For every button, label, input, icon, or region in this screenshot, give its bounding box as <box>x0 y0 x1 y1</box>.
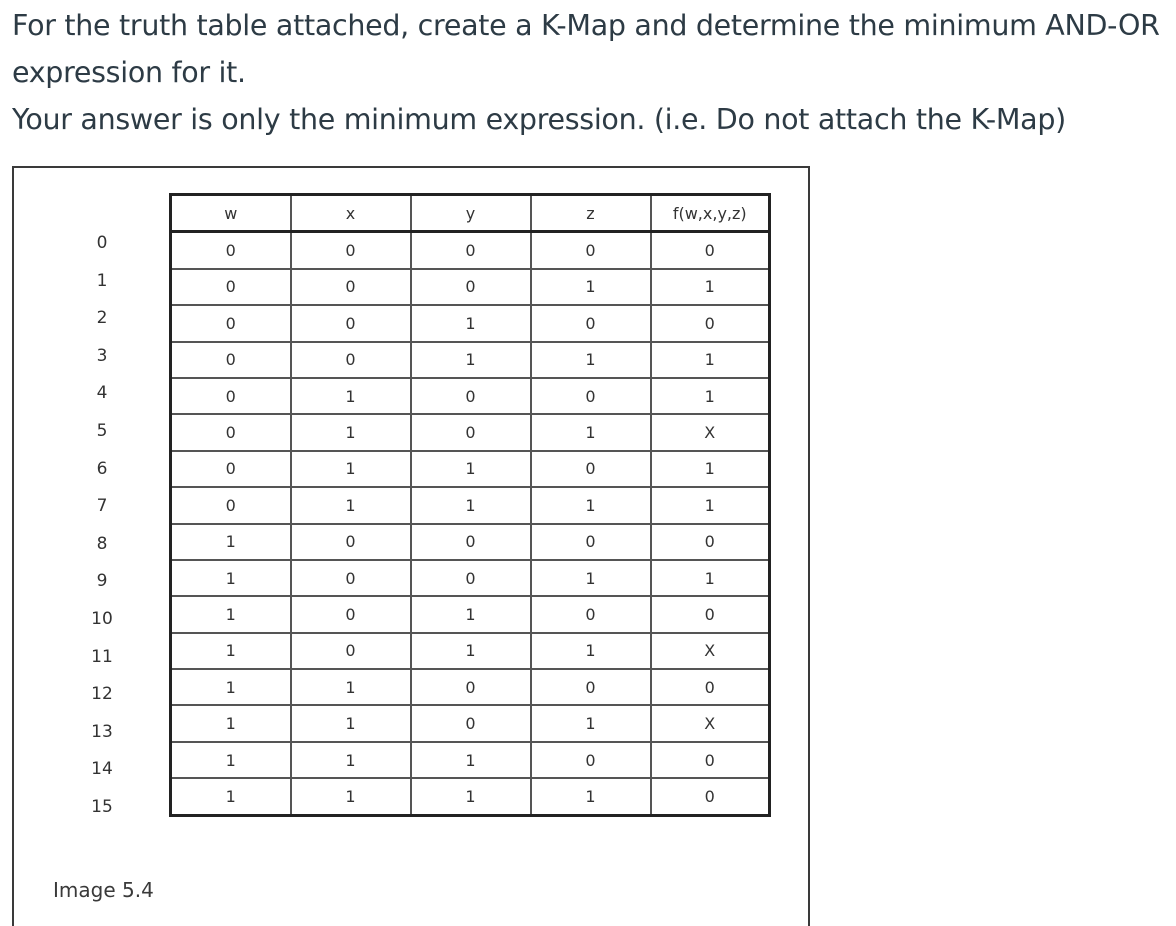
table-cell: 1 <box>291 487 411 523</box>
table-cell: 0 <box>171 487 291 523</box>
table-cell: 1 <box>531 269 651 305</box>
table-cell: 0 <box>411 269 531 305</box>
header-f: f(w,x,y,z) <box>651 195 770 232</box>
row-index-label: 11 <box>91 646 113 667</box>
table-row <box>171 669 770 705</box>
table-row <box>171 596 770 632</box>
table-cell: 0 <box>411 232 531 269</box>
row-index-label: 14 <box>91 759 113 780</box>
table-cell: 0 <box>531 378 651 414</box>
table-cell: 1 <box>171 560 291 596</box>
table-cell: 1 <box>291 669 411 705</box>
table-cell: 0 <box>651 742 770 778</box>
table-cell: 0 <box>651 232 770 269</box>
table-cell: 1 <box>411 742 531 778</box>
table-cell: 1 <box>171 633 291 669</box>
figure-caption: Image 5.4 <box>53 878 154 902</box>
row-index-label: 6 <box>96 458 108 479</box>
table-cell: 1 <box>291 705 411 741</box>
table-cell: 0 <box>291 232 411 269</box>
table-header-row <box>171 195 770 232</box>
table-cell: 0 <box>171 342 291 378</box>
table-cell: 1 <box>171 524 291 560</box>
table-cell: 1 <box>171 742 291 778</box>
table-cell: 1 <box>291 778 411 815</box>
table-cell: 0 <box>291 269 411 305</box>
table-cell: 0 <box>411 669 531 705</box>
table-cell: 0 <box>171 232 291 269</box>
row-index-label: 1 <box>96 270 108 291</box>
row-index-label: 5 <box>96 421 108 441</box>
row-index-label: 0 <box>96 233 108 253</box>
table-row <box>171 705 770 741</box>
row-index-label: 15 <box>91 797 113 817</box>
table-cell: 1 <box>651 378 770 414</box>
table-cell: 0 <box>291 524 411 560</box>
table-cell: 1 <box>531 342 651 378</box>
table-cell: 1 <box>651 451 770 487</box>
table-cell: X <box>651 705 770 741</box>
table-cell: 1 <box>531 414 651 450</box>
table-row <box>171 305 770 341</box>
row-index-label: 8 <box>96 533 108 554</box>
table-cell: 1 <box>291 378 411 414</box>
table-row <box>171 414 770 450</box>
table-cell: 1 <box>291 451 411 487</box>
table-cell: 0 <box>411 414 531 450</box>
question-line-2: expression for it. <box>12 56 246 89</box>
table-cell: 0 <box>291 596 411 632</box>
table-cell: 1 <box>411 633 531 669</box>
table-cell: 0 <box>291 560 411 596</box>
table-cell: X <box>651 633 770 669</box>
header-w: w <box>171 195 291 232</box>
table-cell: 1 <box>411 778 531 815</box>
table-row <box>171 232 770 269</box>
table-cell: 1 <box>291 742 411 778</box>
table-cell: 0 <box>291 342 411 378</box>
table-cell: 0 <box>531 232 651 269</box>
row-index-label: 7 <box>96 496 108 517</box>
table-row <box>171 378 770 414</box>
table-cell: 0 <box>531 305 651 341</box>
table-cell: 0 <box>171 269 291 305</box>
table-cell: 0 <box>651 669 770 705</box>
table-cell: 0 <box>291 633 411 669</box>
table-cell: 0 <box>651 778 770 815</box>
table-cell: 1 <box>651 487 770 523</box>
header-y: y <box>411 195 531 232</box>
table-cell: 0 <box>411 524 531 560</box>
question-line-3: Your answer is only the minimum expression. (i.e. Do not attach the K-Map) <box>12 103 1066 136</box>
table-cell: 1 <box>291 414 411 450</box>
truth-table <box>169 193 771 817</box>
table-cell: 1 <box>171 669 291 705</box>
table-cell: 1 <box>171 705 291 741</box>
table-row <box>171 487 770 523</box>
table-row <box>171 451 770 487</box>
row-index-label: 4 <box>96 383 108 404</box>
table-cell: 0 <box>171 378 291 414</box>
table-cell: 0 <box>531 742 651 778</box>
table-cell: 1 <box>651 342 770 378</box>
table-row <box>171 269 770 305</box>
table-cell: 0 <box>531 596 651 632</box>
table-cell: 1 <box>531 487 651 523</box>
table-cell: 1 <box>531 560 651 596</box>
table-row <box>171 560 770 596</box>
row-index-label: 10 <box>91 609 113 629</box>
table-cell: 1 <box>531 705 651 741</box>
table-cell: 0 <box>651 524 770 560</box>
question-line-1: For the truth table attached, create a K-Map and determine the minimum AND-OR <box>12 9 1160 42</box>
table-row <box>171 778 770 815</box>
table-row <box>171 633 770 669</box>
row-index-label: 12 <box>91 684 113 705</box>
row-index-label: 2 <box>96 308 108 329</box>
table-cell: 0 <box>291 305 411 341</box>
table-row <box>171 524 770 560</box>
table-cell: 1 <box>171 596 291 632</box>
table-cell: 0 <box>651 596 770 632</box>
table-cell: 0 <box>171 305 291 341</box>
table-cell: 1 <box>411 596 531 632</box>
table-row <box>171 742 770 778</box>
table-cell: 0 <box>651 305 770 341</box>
row-index-label: 9 <box>96 571 108 592</box>
table-row <box>171 342 770 378</box>
table-cell: 1 <box>531 633 651 669</box>
table-cell: 0 <box>531 669 651 705</box>
row-index-label: 3 <box>96 345 108 366</box>
row-index-label: 13 <box>91 721 113 742</box>
table-cell: 1 <box>411 451 531 487</box>
table-cell: 0 <box>411 705 531 741</box>
table-cell: 1 <box>651 269 770 305</box>
table-cell: 0 <box>171 414 291 450</box>
table-cell: 1 <box>171 778 291 815</box>
table-cell: 1 <box>411 487 531 523</box>
table-cell: 0 <box>531 451 651 487</box>
table-cell: 1 <box>411 342 531 378</box>
table-cell: 1 <box>411 305 531 341</box>
table-cell: 1 <box>531 778 651 815</box>
table-cell: 0 <box>411 378 531 414</box>
table-cell: 1 <box>651 560 770 596</box>
table-cell: 0 <box>171 451 291 487</box>
header-x: x <box>291 195 411 232</box>
table-cell: X <box>651 414 770 450</box>
header-z: z <box>531 195 651 232</box>
table-cell: 0 <box>531 524 651 560</box>
table-cell: 0 <box>411 560 531 596</box>
